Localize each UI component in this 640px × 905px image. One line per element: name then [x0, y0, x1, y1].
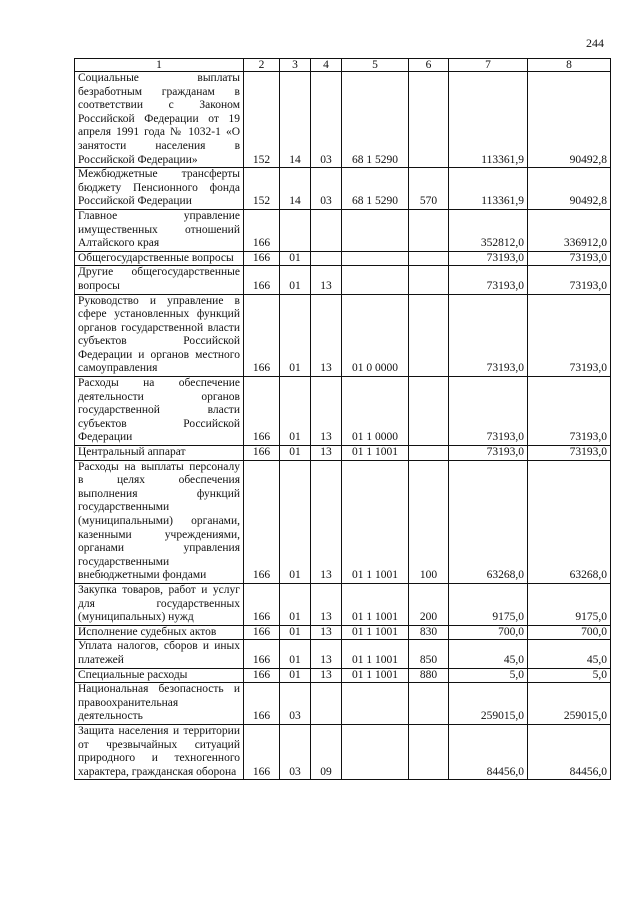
cell-subsection: 13 — [311, 266, 342, 294]
cell-amount-year2: 9175,0 — [528, 583, 611, 625]
page-number: 244 — [586, 36, 604, 50]
cell-subsection: 13 — [311, 460, 342, 583]
cell-section: 01 — [280, 294, 311, 377]
row-name: Уплата налогов, сборов и иных платежей — [75, 640, 244, 668]
cell-section: 01 — [280, 625, 311, 640]
cell-expense-type — [409, 209, 449, 251]
cell-expense-type: 200 — [409, 583, 449, 625]
table-row — [75, 583, 611, 625]
cell-section: 03 — [280, 683, 311, 725]
cell-expense-type: 830 — [409, 625, 449, 640]
table-row — [75, 625, 611, 640]
column-header: 3 — [280, 59, 311, 72]
column-header: 7 — [449, 59, 528, 72]
cell-amount-year1: 73193,0 — [449, 377, 528, 446]
cell-amount-year1: 352812,0 — [449, 209, 528, 251]
cell-amount-year2: 63268,0 — [528, 460, 611, 583]
column-header: 8 — [528, 59, 611, 72]
cell-amount-year1: 700,0 — [449, 625, 528, 640]
row-name: Межбюджетные трансферты бюджету Пенсионного фонда Российской Федерации — [75, 168, 244, 210]
cell-amount-year2: 73193,0 — [528, 446, 611, 461]
cell-subsection: 13 — [311, 446, 342, 461]
cell-department: 166 — [244, 446, 280, 461]
cell-subsection — [311, 209, 342, 251]
row-name: Общегосударственные вопросы — [75, 251, 244, 266]
cell-department: 166 — [244, 640, 280, 668]
cell-subsection: 09 — [311, 724, 342, 779]
table-row — [75, 251, 611, 266]
cell-amount-year2: 259015,0 — [528, 683, 611, 725]
cell-expense-type — [409, 377, 449, 446]
cell-amount-year1: 84456,0 — [449, 724, 528, 779]
cell-amount-year2: 90492,8 — [528, 168, 611, 210]
cell-expense-type — [409, 724, 449, 779]
cell-amount-year2: 45,0 — [528, 640, 611, 668]
cell-expense-type — [409, 266, 449, 294]
cell-department: 152 — [244, 72, 280, 168]
column-header: 6 — [409, 59, 449, 72]
cell-subsection: 13 — [311, 625, 342, 640]
table-row — [75, 72, 611, 168]
cell-subsection — [311, 251, 342, 266]
cell-amount-year1: 73193,0 — [449, 266, 528, 294]
cell-target-article: 01 1 1001 — [342, 668, 409, 683]
cell-target-article — [342, 209, 409, 251]
cell-department: 166 — [244, 683, 280, 725]
row-name: Защита населения и территории от чрезвычайных ситуаций природного и техногенного характера, гражданская оборона — [75, 724, 244, 779]
cell-amount-year1: 113361,9 — [449, 168, 528, 210]
cell-target-article: 68 1 5290 — [342, 72, 409, 168]
column-header: 5 — [342, 59, 409, 72]
cell-department: 166 — [244, 460, 280, 583]
cell-expense-type — [409, 683, 449, 725]
table-row — [75, 168, 611, 210]
table-row — [75, 640, 611, 668]
cell-amount-year1: 73193,0 — [449, 446, 528, 461]
cell-target-article: 01 1 1001 — [342, 583, 409, 625]
cell-section: 14 — [280, 168, 311, 210]
cell-subsection: 13 — [311, 583, 342, 625]
cell-amount-year2: 336912,0 — [528, 209, 611, 251]
cell-target-article: 01 1 1001 — [342, 625, 409, 640]
cell-expense-type — [409, 251, 449, 266]
cell-section: 01 — [280, 446, 311, 461]
table-row — [75, 446, 611, 461]
cell-amount-year1: 63268,0 — [449, 460, 528, 583]
table-row — [75, 377, 611, 446]
column-header: 1 — [75, 59, 244, 72]
column-header: 4 — [311, 59, 342, 72]
row-name: Расходы на выплаты персоналу в целях обеспечения выполнения функций государственными (муниципальными) органами, казенными учреждениями, органами управления государственными внебюджетными фондами — [75, 460, 244, 583]
cell-target-article: 01 1 1001 — [342, 640, 409, 668]
cell-target-article — [342, 266, 409, 294]
budget-table — [74, 58, 611, 780]
row-name: Расходы на обеспечение деятельности органов государственной власти субъектов Российской Федерации — [75, 377, 244, 446]
cell-section: 01 — [280, 377, 311, 446]
cell-subsection — [311, 683, 342, 725]
cell-section: 01 — [280, 251, 311, 266]
cell-expense-type: 570 — [409, 168, 449, 210]
table-row — [75, 209, 611, 251]
cell-department: 166 — [244, 625, 280, 640]
cell-expense-type — [409, 446, 449, 461]
cell-section: 14 — [280, 72, 311, 168]
cell-subsection: 13 — [311, 377, 342, 446]
table-row — [75, 683, 611, 725]
cell-expense-type — [409, 72, 449, 168]
cell-subsection: 13 — [311, 640, 342, 668]
row-name: Специальные расходы — [75, 668, 244, 683]
cell-section: 01 — [280, 640, 311, 668]
cell-amount-year1: 45,0 — [449, 640, 528, 668]
cell-expense-type: 850 — [409, 640, 449, 668]
cell-target-article: 01 1 1001 — [342, 446, 409, 461]
cell-section: 03 — [280, 724, 311, 779]
cell-department: 166 — [244, 294, 280, 377]
cell-department: 166 — [244, 724, 280, 779]
cell-amount-year2: 73193,0 — [528, 377, 611, 446]
cell-target-article: 01 1 1001 — [342, 460, 409, 583]
cell-amount-year1: 73193,0 — [449, 251, 528, 266]
cell-department: 166 — [244, 251, 280, 266]
cell-department: 166 — [244, 668, 280, 683]
cell-amount-year1: 259015,0 — [449, 683, 528, 725]
cell-section: 01 — [280, 668, 311, 683]
row-name: Центральный аппарат — [75, 446, 244, 461]
cell-amount-year1: 113361,9 — [449, 72, 528, 168]
cell-section: 01 — [280, 266, 311, 294]
cell-target-article — [342, 683, 409, 725]
cell-expense-type: 100 — [409, 460, 449, 583]
column-header: 2 — [244, 59, 280, 72]
table-row — [75, 294, 611, 377]
table-header-row — [75, 59, 611, 72]
cell-amount-year2: 90492,8 — [528, 72, 611, 168]
cell-amount-year1: 73193,0 — [449, 294, 528, 377]
row-name: Руководство и управление в сфере установленных функций органов государственной власти субъектов Российской Федерации и органов местного самоуправления — [75, 294, 244, 377]
row-name: Главное управление имущественных отношений Алтайского края — [75, 209, 244, 251]
cell-target-article: 01 1 0000 — [342, 377, 409, 446]
cell-amount-year2: 73193,0 — [528, 266, 611, 294]
cell-department: 152 — [244, 168, 280, 210]
cell-target-article: 01 0 0000 — [342, 294, 409, 377]
cell-target-article: 68 1 5290 — [342, 168, 409, 210]
row-name: Другие общегосударственные вопросы — [75, 266, 244, 294]
table-row — [75, 668, 611, 683]
cell-amount-year2: 5,0 — [528, 668, 611, 683]
table-row — [75, 460, 611, 583]
cell-section: 01 — [280, 583, 311, 625]
cell-target-article — [342, 251, 409, 266]
cell-amount-year2: 73193,0 — [528, 294, 611, 377]
table-row — [75, 724, 611, 779]
cell-amount-year1: 9175,0 — [449, 583, 528, 625]
cell-amount-year2: 700,0 — [528, 625, 611, 640]
row-name: Социальные выплаты безработным гражданам в соответствии с Законом Российской Федерации от 19 апреля 1991 года № 1032-1 «О занятости населения в Российской Федерации» — [75, 72, 244, 168]
row-name: Исполнение судебных актов — [75, 625, 244, 640]
cell-subsection: 03 — [311, 72, 342, 168]
cell-amount-year2: 84456,0 — [528, 724, 611, 779]
cell-section: 01 — [280, 460, 311, 583]
cell-amount-year1: 5,0 — [449, 668, 528, 683]
row-name: Закупка товаров, работ и услуг для государственных (муниципальных) нужд — [75, 583, 244, 625]
cell-section — [280, 209, 311, 251]
cell-department: 166 — [244, 377, 280, 446]
cell-subsection: 13 — [311, 668, 342, 683]
row-name: Национальная безопасность и правоохранительная деятельность — [75, 683, 244, 725]
cell-target-article — [342, 724, 409, 779]
cell-expense-type: 880 — [409, 668, 449, 683]
table-row — [75, 266, 611, 294]
cell-department: 166 — [244, 209, 280, 251]
cell-department: 166 — [244, 266, 280, 294]
cell-subsection: 03 — [311, 168, 342, 210]
cell-subsection: 13 — [311, 294, 342, 377]
cell-expense-type — [409, 294, 449, 377]
cell-amount-year2: 73193,0 — [528, 251, 611, 266]
cell-department: 166 — [244, 583, 280, 625]
